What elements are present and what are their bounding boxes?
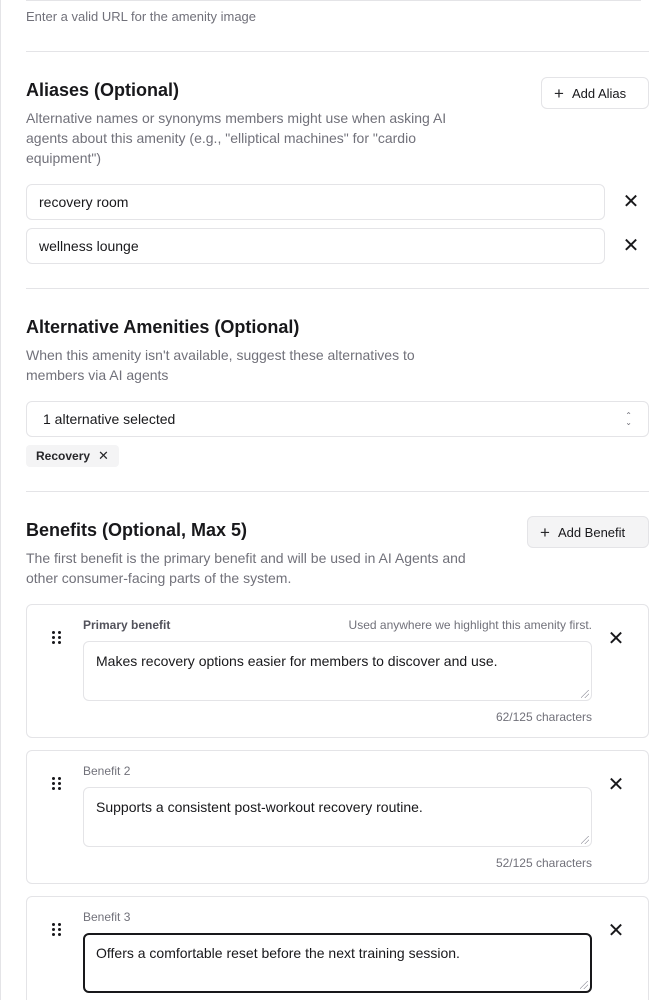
benefit-textarea[interactable] <box>83 641 592 701</box>
aliases-title: Aliases (Optional) <box>26 80 180 100</box>
add-alias-button[interactable] <box>541 77 649 109</box>
section-divider <box>26 491 649 492</box>
aliases-description: Alternative names or synonyms members might use when asking AI agents about this amenity (e.g., "elliptical machines" for "cardio equipment") <box>26 110 447 166</box>
benefit-label: Primary benefit <box>83 618 171 632</box>
close-icon: ✕ <box>622 191 640 213</box>
character-count: 62/125 characters <box>495 710 592 724</box>
alias-value: recovery room <box>39 194 129 210</box>
benefit-card <box>26 896 649 1000</box>
plus-icon: + <box>540 522 550 542</box>
plus-icon: + <box>554 83 564 103</box>
close-icon: ✕ <box>607 628 625 650</box>
add-benefit-label: Add Benefit <box>557 524 626 540</box>
drag-handle-icon[interactable] <box>52 631 62 645</box>
alternative-chip-label: Recovery <box>36 449 91 463</box>
drag-handle-icon[interactable] <box>52 923 62 937</box>
alias-value: wellness lounge <box>39 238 139 254</box>
remove-alias-button[interactable] <box>621 192 641 212</box>
alias-input[interactable] <box>26 228 605 264</box>
remove-benefit-button[interactable] <box>606 629 626 649</box>
character-count: 52/125 characters <box>495 856 592 870</box>
close-icon: ✕ <box>607 774 625 796</box>
benefit-textarea[interactable] <box>83 933 592 993</box>
chevron-up-down-icon: ⌃ ⌄ <box>625 411 632 427</box>
benefit-label: Benefit 3 <box>83 910 131 924</box>
benefit-card <box>26 750 649 884</box>
alternative-chip <box>26 445 119 467</box>
benefit-textarea[interactable] <box>83 787 592 847</box>
alternatives-description: When this amenity isn't available, suggest these alternatives to members via AI agents <box>26 347 415 383</box>
benefit-text: Makes recovery options easier for members to discover and use. <box>96 653 498 669</box>
image-url-hint: Enter a valid URL for the amenity image <box>26 9 257 24</box>
benefits-title: Benefits (Optional, Max 5) <box>26 520 248 540</box>
remove-alias-button[interactable] <box>621 236 641 256</box>
image-url-field-edge <box>26 0 641 1</box>
benefit-text: Offers a comfortable reset before the next training session. <box>96 945 460 961</box>
close-icon: ✕ <box>607 920 625 942</box>
benefit-card-primary <box>26 604 649 738</box>
alternatives-title: Alternative Amenities (Optional) <box>26 317 300 337</box>
close-icon: ✕ <box>622 235 640 257</box>
benefits-description: The first benefit is the primary benefit and will be used in AI Agents and other consumer-facing parts of the system. <box>26 550 466 586</box>
resize-handle-icon[interactable] <box>580 981 588 989</box>
alternatives-select[interactable] <box>26 401 649 437</box>
remove-benefit-button[interactable] <box>606 921 626 941</box>
remove-benefit-button[interactable] <box>606 775 626 795</box>
remove-chip-icon[interactable]: ✕ <box>98 448 109 463</box>
drag-handle-icon[interactable] <box>52 777 62 791</box>
section-divider <box>26 51 649 52</box>
benefit-text: Supports a consistent post-workout recovery routine. <box>96 799 423 815</box>
alternatives-select-value: 1 alternative selected <box>43 411 176 427</box>
add-alias-label: Add Alias <box>571 85 627 101</box>
resize-handle-icon[interactable] <box>581 836 589 844</box>
resize-handle-icon[interactable] <box>581 690 589 698</box>
section-divider <box>26 288 649 289</box>
primary-benefit-note: Used anywhere we highlight this amenity first. <box>348 618 592 632</box>
alias-input[interactable] <box>26 184 605 220</box>
benefit-label: Benefit 2 <box>83 764 131 778</box>
add-benefit-button[interactable] <box>527 516 649 548</box>
